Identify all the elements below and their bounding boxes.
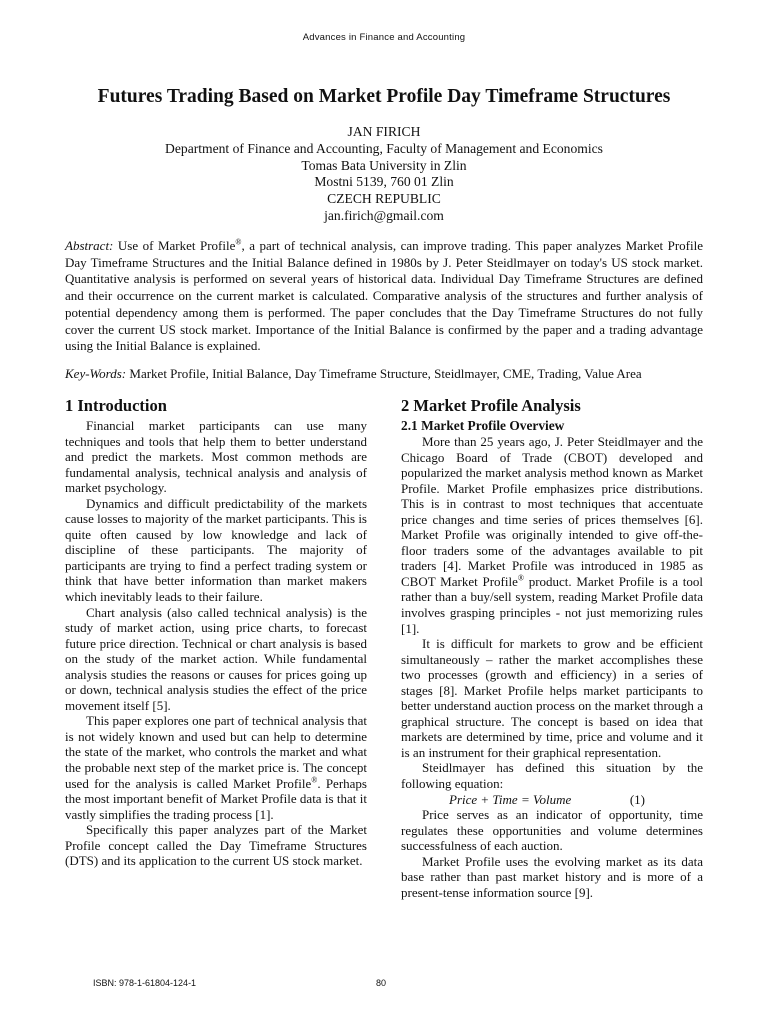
author-address: Mostni 5139, 760 01 Zlin [314,174,454,190]
left-column [65,396,367,869]
section-heading-introduction: 1 Introduction [65,396,167,415]
paper-title: Futures Trading Based on Market Profile Day Timeframe Structures [97,86,671,107]
section-heading-market-profile-analysis: 2 Market Profile Analysis [401,396,581,415]
keywords [65,366,703,383]
author-department: Department of Finance and Accounting, Faculty of Management and Economics [165,140,603,156]
author-email: jan.firich@gmail.com [324,207,444,223]
subsection-heading-overview: 2.1 Market Profile Overview [401,418,565,433]
keywords-text: Market Profile, Initial Balance, Day Timeframe Structure, Steidlmayer, CME, Trading, Value Area [126,366,642,381]
footer-isbn: ISBN: 978-1-61804-124-1 [93,978,197,988]
intro-paragraph-3: Chart analysis (also called technical analysis) is the study of market action, using price charts, to forecast future price direction. Technical or chart analysis is based on the study of the market action. While fundamental analysis studies the reasons or causes for prices going up or down, technical analysis studies the effect of the price movement itself [5]. [65,604,367,713]
analysis-paragraph-3: Steidlmayer has defined this situation by the following equation: [401,760,703,792]
author-country: CZECH REPUBLIC [327,191,441,207]
analysis-p1-text-b: product. Market Profile is a tool rather than a buy/sell system, reading Market Profile data involves grasping principles - not just memorizing rules [1]. [401,573,703,636]
footer-page-number: 80 [376,978,387,988]
analysis-paragraph-2: It is difficult for markets to grow and be efficient simultaneously – rather the market accomplishes these two processes (growth and efficiency) in a series of stages [8]. Market Profile helps market participants to better understand auction process on the market through a graphical structure. The concept is based on idea that markets are determined by time, price and volume and it is an instrument for their graphical representation. [401,636,703,760]
analysis-paragraph-5: Market Profile uses the evolving market as its data base rather than past market history and is more of a present-tense information source [9]. [401,853,703,900]
abstract-label: Abstract: [65,238,114,253]
equation-1 [401,792,703,808]
equation-number: (1) [629,791,645,807]
author-block [40,124,728,225]
registered-mark: ® [235,237,242,247]
intro-p4-text-a: This paper explores one part of technical analysis that is not widely known and used but can help to determine the state of the market, who controls the market and what the probable next step of the market price is. The concept used for the analysis is called Market Profile [65,713,367,791]
abstract [65,238,703,355]
intro-p4-text-b: . Perhaps the most important benefit of Market Profile data is that it vastly simplifies the trading process [1]. [65,775,367,822]
intro-paragraph-4 [65,713,367,822]
keywords-label: Key-Words: [65,366,127,381]
author-university: Tomas Bata University in Zlin [301,157,467,173]
running-header: Advances in Finance and Accounting [302,32,466,43]
equation-text: Price + Time = Volume [449,791,572,807]
registered-mark: ® [517,573,524,583]
intro-paragraph-2: Dynamics and difficult predictability of the markets cause losses to majority of the market participants. This is quite often caused by low knowledge and lack of discipline of these participants. The majority of participants are trying to find a perfect trading system or think that have better information than market makers which inevitably leads to their failure. [65,495,367,605]
analysis-paragraph-1 [401,434,703,636]
analysis-p1-text-a: More than 25 years ago, J. Peter Steidlmayer and the Chicago Board of Trade (CBOT) developed and popularized the market analysis method known as Market Profile. Market Profile emphasizes price distributions. This is in contrast to most techniques that accentuate price changes and time series of prices themselves [6]. Market Profile was originally intended to give off-the-floor traders some of the advantages available to pit traders [4]. Market Profile was introduced in 1985 as CBOT Market Profile [401,434,703,589]
author-name: JAN FIRICH [347,124,421,139]
registered-mark: ® [311,775,318,785]
abstract-text-b: , a part of technical analysis, can improve trading. This paper analyzes Market Profile Day Timeframe Structures and the Initial Balance defined in 1980s by J. Peter Steidlmayer on today's US stock market. Quantitative analysis is performed on several years of historical data. Individual Day Timeframe Structures are defined and their occurrence on the current market is calculated. Comparative analysis of the structures and further analysis of potential dependency among them is performed. The paper concludes that the Day Timeframe Structures do not fully cover the current US stock market. Importance of the Initial Balance is confirmed by the paper and a trading advantage using the Initial Balance is explained. [65,238,704,354]
abstract-text-a: Use of Market Profile [113,238,236,253]
intro-paragraph-5: Specifically this paper analyzes part of the Market Profile concept called the Day Timeframe Structures (DTS) and its application to the current US stock market. [65,822,367,869]
right-column [401,396,703,900]
intro-paragraph-1: Financial market participants can use many techniques and tools that help them to better understand and predict the markets. Most common methods are fundamental analysis, technical analysis and analysis of market psychology. [65,418,367,496]
analysis-paragraph-4: Price serves as an indicator of opportunity, time regulates these opportunities and volume determines successfulness of each auction. [401,807,703,854]
